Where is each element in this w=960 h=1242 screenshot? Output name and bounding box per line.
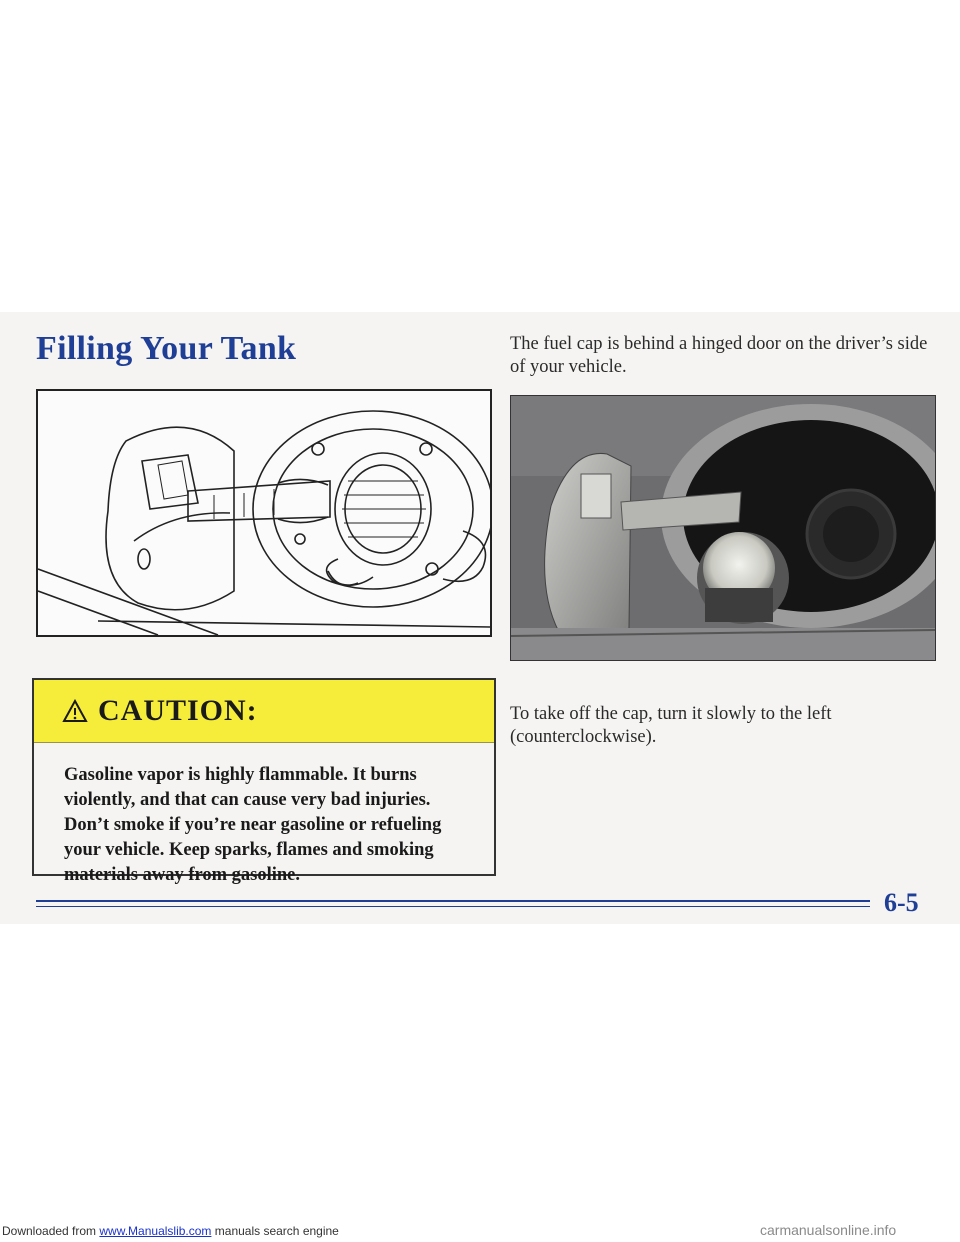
download-footer — [2, 1224, 339, 1238]
intro-paragraph: The fuel cap is behind a hinged door on the driver’s side of your vehicle. — [510, 334, 928, 377]
caution-header — [34, 680, 494, 743]
footer-suffix: manuals search engine — [211, 1224, 339, 1238]
warning-triangle-icon — [62, 699, 88, 723]
footer-prefix: Downloaded from — [2, 1224, 100, 1238]
caution-label: CAUTION: — [98, 694, 258, 727]
fuel-cap-photo — [510, 395, 936, 661]
section-title: Filling Your Tank — [36, 330, 297, 367]
footer-rule-bottom — [36, 906, 870, 907]
page-number: 6-5 — [884, 888, 919, 917]
manualslib-link[interactable]: www.Manualslib.com — [99, 1224, 212, 1238]
watermark: carmanualsonline.info — [760, 1222, 897, 1238]
caution-body: Gasoline vapor is highly flammable. It burns violently, and that can cause very bad injuries. Don’t smoke if you’re near gasoline or refueling your vehicle. Keep sparks, flames and smoking materials away from gasoline. — [64, 765, 442, 885]
fuel-door-illustration — [36, 389, 492, 637]
fuel-door-drawing — [38, 391, 490, 635]
footer-rule-top — [36, 900, 870, 902]
fuel-cap-photo-image — [511, 396, 935, 660]
caution-box — [32, 678, 496, 885]
instruction-paragraph: To take off the cap, turn it slowly to the left (counterclockwise). — [510, 704, 832, 747]
